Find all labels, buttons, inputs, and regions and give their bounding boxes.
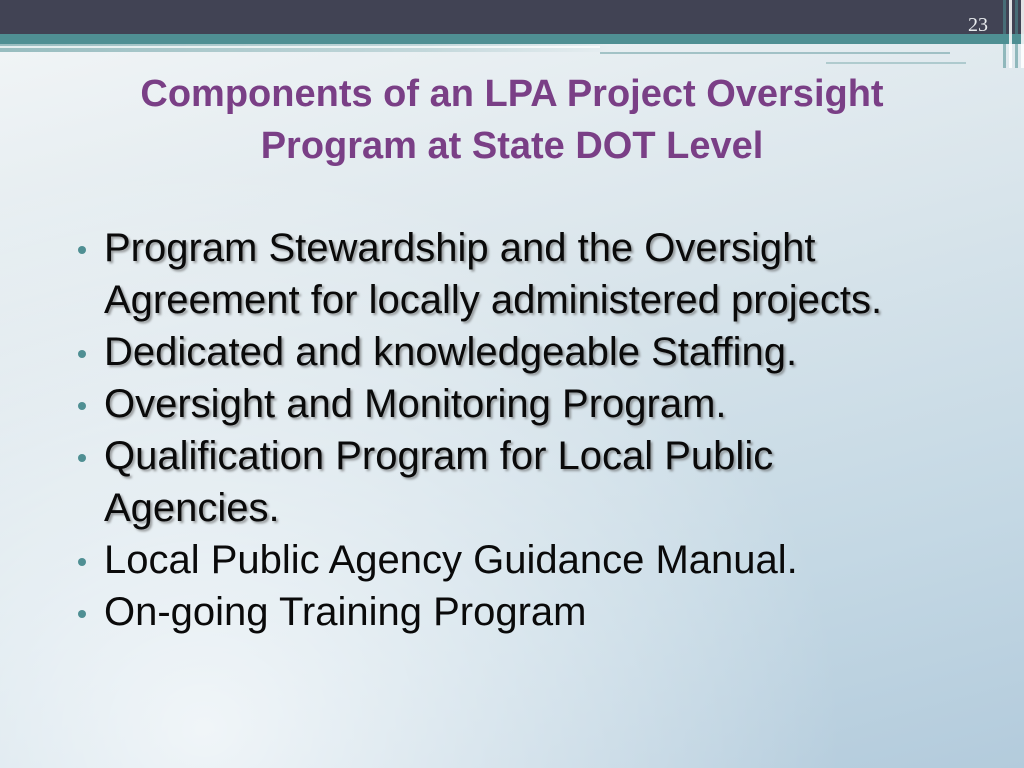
bullet-text: Oversight and Monitoring Program. bbox=[104, 382, 727, 426]
bullet-text: On-going Training Program bbox=[104, 590, 587, 634]
bullet-dot-icon bbox=[78, 402, 86, 410]
header-accent-band bbox=[0, 34, 1024, 44]
stripe bbox=[1009, 0, 1012, 68]
bullet-dot-icon bbox=[78, 350, 86, 358]
stripe bbox=[1015, 0, 1018, 68]
bullet-text: Local Public Agency Guidance Manual. bbox=[104, 538, 798, 582]
slide-title-line-2: Program at State DOT Level bbox=[260, 125, 764, 167]
bullet-item bbox=[70, 534, 950, 586]
bullet-text: Qualification Program for Local Public Agencies. bbox=[104, 434, 774, 530]
bullet-item bbox=[70, 430, 950, 534]
header-bar bbox=[0, 0, 1024, 34]
bullet-item bbox=[70, 378, 950, 430]
decorative-line bbox=[600, 52, 950, 54]
decorative-line bbox=[0, 46, 600, 48]
bullet-item bbox=[70, 222, 950, 326]
bullet-item bbox=[70, 586, 950, 638]
slide-number: 23 bbox=[968, 14, 988, 36]
decorative-line bbox=[826, 62, 966, 64]
stripe bbox=[1003, 0, 1006, 68]
bullet-dot-icon bbox=[78, 610, 86, 618]
bullet-list bbox=[70, 222, 950, 638]
bullet-item bbox=[70, 326, 950, 378]
bullet-text: Program Stewardship and the Oversight Agreement for locally administered projects. bbox=[104, 226, 883, 322]
bullet-dot-icon bbox=[78, 558, 86, 566]
slide-title bbox=[0, 68, 1024, 172]
bullet-text: Dedicated and knowledgeable Staffing. bbox=[104, 330, 798, 374]
bullet-dot-icon bbox=[78, 246, 86, 254]
slide-title-line-1: Components of an LPA Project Oversight bbox=[140, 73, 884, 115]
bullet-dot-icon bbox=[78, 454, 86, 462]
